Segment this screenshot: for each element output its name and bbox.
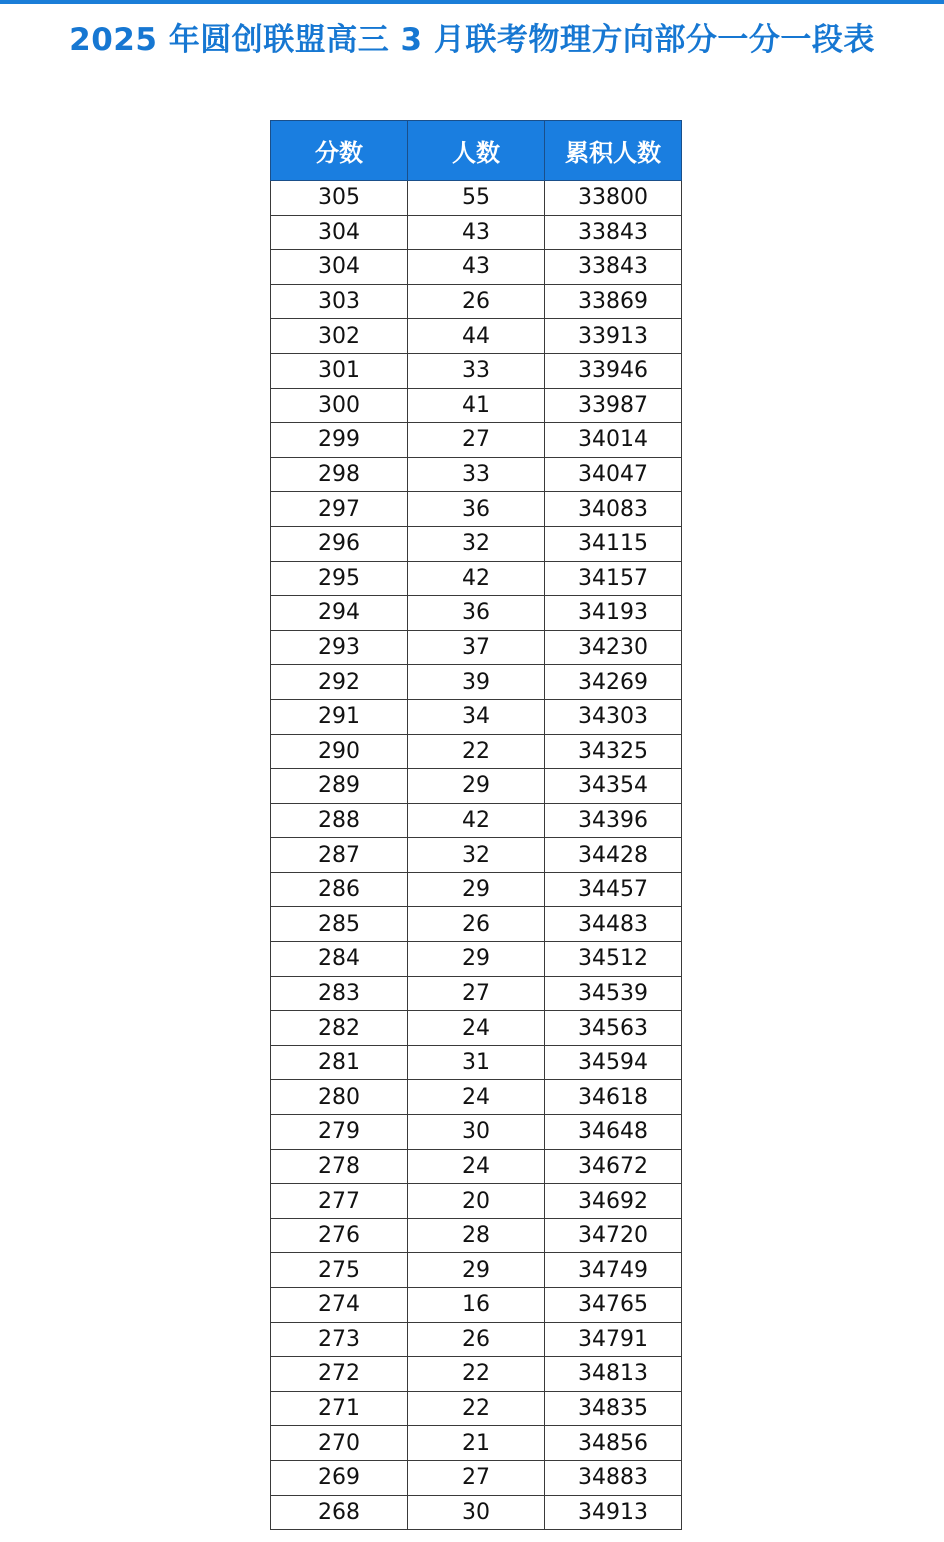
score-cell: 299 [271,423,408,458]
score-cell: 301 [271,353,408,388]
cumulative-cell: 33946 [545,353,682,388]
table-row [271,803,682,838]
table-row [271,1495,682,1530]
score-cell: 287 [271,838,408,873]
count-cell: 32 [408,838,545,873]
cumulative-cell: 34720 [545,1218,682,1253]
cumulative-cell: 33987 [545,388,682,423]
score-cell: 277 [271,1184,408,1219]
count-cell: 30 [408,1495,545,1530]
count-cell: 29 [408,769,545,804]
count-cell: 33 [408,457,545,492]
cumulative-cell: 34014 [545,423,682,458]
table-row [271,1322,682,1357]
table-row [271,1288,682,1323]
cumulative-cell: 34428 [545,838,682,873]
cumulative-cell: 34856 [545,1426,682,1461]
cumulative-cell: 33843 [545,250,682,285]
count-cell: 44 [408,319,545,354]
table-row [271,457,682,492]
cumulative-cell: 34269 [545,665,682,700]
table-row [271,769,682,804]
count-cell: 24 [408,1011,545,1046]
table-row [271,1218,682,1253]
count-cell: 22 [408,734,545,769]
cumulative-cell: 34791 [545,1322,682,1357]
table-row [271,319,682,354]
table-row [271,1460,682,1495]
score-cell: 279 [271,1115,408,1150]
score-cell: 297 [271,492,408,527]
count-cell: 27 [408,976,545,1011]
cumulative-cell: 34539 [545,976,682,1011]
score-cell: 300 [271,388,408,423]
cumulative-cell: 34765 [545,1288,682,1323]
count-cell: 22 [408,1391,545,1426]
table-row [271,388,682,423]
count-cell: 27 [408,1460,545,1495]
score-cell: 292 [271,665,408,700]
score-cell: 290 [271,734,408,769]
count-cell: 36 [408,492,545,527]
score-cell: 280 [271,1080,408,1115]
table-row [271,215,682,250]
cumulative-cell: 34512 [545,942,682,977]
count-cell: 36 [408,596,545,631]
table-row [271,907,682,942]
header-cumulative: 累积人数 [545,121,682,181]
table-row [271,1115,682,1150]
count-cell: 24 [408,1080,545,1115]
score-cell: 269 [271,1460,408,1495]
top-rule [0,0,944,4]
table-row [271,942,682,977]
table-row [271,492,682,527]
count-cell: 33 [408,353,545,388]
table-row [271,1045,682,1080]
cumulative-cell: 34913 [545,1495,682,1530]
cumulative-cell: 33913 [545,319,682,354]
header-score: 分数 [271,121,408,181]
score-cell: 304 [271,215,408,250]
count-cell: 29 [408,942,545,977]
score-cell: 276 [271,1218,408,1253]
table-row [271,1253,682,1288]
count-cell: 26 [408,1322,545,1357]
count-cell: 28 [408,1218,545,1253]
table-body [271,181,682,1530]
cumulative-cell: 33869 [545,284,682,319]
score-cell: 275 [271,1253,408,1288]
table-header-row [271,121,682,181]
count-cell: 41 [408,388,545,423]
score-cell: 305 [271,181,408,216]
cumulative-cell: 34047 [545,457,682,492]
table-row [271,1426,682,1461]
count-cell: 21 [408,1426,545,1461]
count-cell: 42 [408,561,545,596]
score-cell: 304 [271,250,408,285]
count-cell: 20 [408,1184,545,1219]
header-count: 人数 [408,121,545,181]
count-cell: 27 [408,423,545,458]
table-row [271,423,682,458]
cumulative-cell: 34618 [545,1080,682,1115]
cumulative-cell: 34457 [545,872,682,907]
table-row [271,1184,682,1219]
cumulative-cell: 33843 [545,215,682,250]
count-cell: 16 [408,1288,545,1323]
cumulative-cell: 34115 [545,526,682,561]
cumulative-cell: 34157 [545,561,682,596]
count-cell: 55 [408,181,545,216]
count-cell: 26 [408,284,545,319]
score-cell: 268 [271,1495,408,1530]
score-cell: 274 [271,1288,408,1323]
table-row [271,250,682,285]
score-cell: 273 [271,1322,408,1357]
cumulative-cell: 34325 [545,734,682,769]
count-cell: 39 [408,665,545,700]
table-row [271,1011,682,1046]
score-cell: 270 [271,1426,408,1461]
cumulative-cell: 34193 [545,596,682,631]
cumulative-cell: 34813 [545,1357,682,1392]
score-cell: 288 [271,803,408,838]
cumulative-cell: 34354 [545,769,682,804]
table-row [271,1357,682,1392]
count-cell: 31 [408,1045,545,1080]
table-row [271,699,682,734]
count-cell: 32 [408,526,545,561]
cumulative-cell: 34396 [545,803,682,838]
score-cell: 295 [271,561,408,596]
count-cell: 29 [408,1253,545,1288]
cumulative-cell: 34672 [545,1149,682,1184]
count-cell: 43 [408,215,545,250]
table-row [271,561,682,596]
score-cell: 302 [271,319,408,354]
table-row [271,838,682,873]
table-row [271,1149,682,1184]
table-row [271,872,682,907]
cumulative-cell: 34594 [545,1045,682,1080]
cumulative-cell: 34230 [545,630,682,665]
table-row [271,1080,682,1115]
cumulative-cell: 34692 [545,1184,682,1219]
cumulative-cell: 33800 [545,181,682,216]
count-cell: 30 [408,1115,545,1150]
score-cell: 289 [271,769,408,804]
table-row [271,596,682,631]
score-cell: 294 [271,596,408,631]
table-row [271,181,682,216]
cumulative-cell: 34563 [545,1011,682,1046]
score-cell: 303 [271,284,408,319]
score-cell: 291 [271,699,408,734]
score-cell: 281 [271,1045,408,1080]
count-cell: 34 [408,699,545,734]
count-cell: 37 [408,630,545,665]
score-cell: 282 [271,1011,408,1046]
score-table [270,120,682,1530]
count-cell: 26 [408,907,545,942]
page-title: 2025 年圆创联盟高三 3 月联考物理方向部分一分一段表 [69,22,875,58]
cumulative-cell: 34648 [545,1115,682,1150]
score-cell: 285 [271,907,408,942]
table-row [271,976,682,1011]
table-row [271,734,682,769]
table-row [271,526,682,561]
cumulative-cell: 34483 [545,907,682,942]
count-cell: 22 [408,1357,545,1392]
table-row [271,284,682,319]
score-cell: 286 [271,872,408,907]
table-row [271,353,682,388]
score-cell: 298 [271,457,408,492]
table-row [271,665,682,700]
cumulative-cell: 34883 [545,1460,682,1495]
score-cell: 293 [271,630,408,665]
count-cell: 43 [408,250,545,285]
count-cell: 24 [408,1149,545,1184]
score-cell: 283 [271,976,408,1011]
cumulative-cell: 34083 [545,492,682,527]
cumulative-cell: 34303 [545,699,682,734]
cumulative-cell: 34835 [545,1391,682,1426]
score-cell: 278 [271,1149,408,1184]
score-cell: 272 [271,1357,408,1392]
score-cell: 284 [271,942,408,977]
score-cell: 296 [271,526,408,561]
score-cell: 271 [271,1391,408,1426]
count-cell: 42 [408,803,545,838]
count-cell: 29 [408,872,545,907]
cumulative-cell: 34749 [545,1253,682,1288]
table-row [271,630,682,665]
table-row [271,1391,682,1426]
